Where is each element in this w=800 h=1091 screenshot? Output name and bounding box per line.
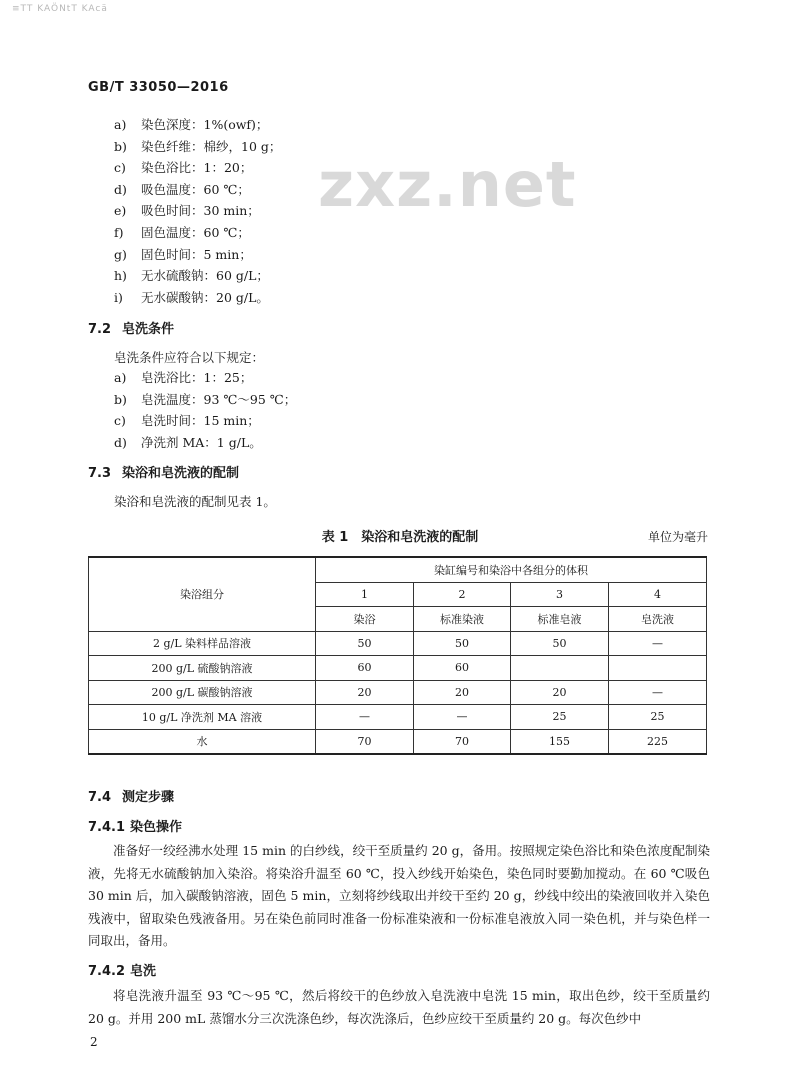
table-row-header: 染浴组分 [89, 557, 316, 631]
table-cell: 50 [316, 631, 414, 656]
table-cell: 60 [414, 656, 511, 681]
section-7-4-1-body: 准备好一绞经沸水处理 15 min 的白纱线，绞干至质量约 20 g，备用。按照规定染色浴比和染色浓度配制染液，先将无水硫酸钠加入染浴。将染浴升温至 60 ℃，投入纱线开始染色，染色同时要勤加搅动。在 60 ℃吸色 30 min 后，加入碳酸钠溶液，固色 5 min，立刻将纱线取出并绞干至约 20 g，纱线中绞出的染液回收并入染色残液中，留取染色残液备用。另在染色前同时准备一份标准染液和一份标准皂液放入同一染色机，并与染色样一同取出，备用。 [88, 843, 710, 948]
table-cell: 70 [414, 729, 511, 754]
list-item-label: d) [114, 181, 127, 197]
list-item-text: 皂洗浴比：1：25； [141, 370, 253, 385]
soaping-conditions-list [114, 367, 296, 453]
list-item-label: i) [114, 289, 123, 305]
list-item [114, 367, 296, 389]
list-item [114, 244, 281, 266]
section-number: 7.4.2 [88, 964, 126, 979]
list-item-text: 吸色时间：30 min； [141, 203, 260, 219]
table-cell: 50 [414, 631, 511, 656]
list-item-text: 皂洗温度：93 ℃～95 ℃； [141, 391, 297, 407]
section-number: 7.4.1 [88, 820, 126, 835]
table-row [89, 656, 707, 681]
table-cell: 70 [316, 729, 414, 754]
list-item-label: c) [114, 160, 126, 176]
section-number: 7.2 [88, 322, 112, 337]
table-row [89, 705, 707, 730]
section-heading-7-4 [88, 786, 174, 805]
list-item [114, 222, 281, 244]
table-column-number: 2 [414, 582, 511, 607]
list-item-text: 染色纤维：棉纱，10 g； [141, 138, 282, 154]
list-item [114, 389, 296, 411]
table-caption: 表 1 染浴和皂洗液的配制 [321, 530, 479, 545]
table-cell-component: 200 g/L 硫酸钠溶液 [89, 656, 316, 681]
list-item-text: 染色深度：1%(owf)； [141, 117, 269, 132]
table-row [89, 631, 707, 656]
table-cell: 50 [511, 631, 609, 656]
list-item [114, 287, 281, 309]
section-title: 皂洗 [130, 964, 157, 979]
table-cell-component: 水 [89, 729, 316, 754]
list-item-label: f) [114, 224, 124, 240]
list-item-label: a) [114, 370, 127, 385]
list-item-text: 固色温度：60 ℃； [141, 224, 250, 240]
section-title: 测定步骤 [122, 790, 175, 805]
table-cell-component: 10 g/L 净洗剂 MA 溶液 [89, 705, 316, 730]
table-row [89, 729, 707, 754]
list-item [114, 157, 281, 179]
standard-code: GB/T 33050—2016 [88, 80, 229, 95]
section-7-3-intro: 染浴和皂洗液的配制见表 1。 [114, 494, 276, 509]
list-item-label: g) [114, 246, 127, 262]
table-cell: 25 [609, 705, 707, 730]
table-column-number: 1 [316, 582, 414, 607]
list-item [114, 200, 281, 222]
list-item-text: 皂洗时间：15 min； [141, 413, 260, 429]
table-unit: 单位为毫升 [647, 530, 708, 544]
dye-conditions-list [114, 114, 281, 308]
list-item-label: b) [114, 391, 127, 407]
table-group-header: 染缸编号和染浴中各组分的体积 [316, 557, 707, 582]
list-item-text: 固色时间：5 min； [141, 246, 252, 262]
table-cell-component: 200 g/L 碳酸钠溶液 [89, 680, 316, 705]
header-scan-mark: ≡TT KAÖNtT KAcä [12, 4, 108, 14]
list-item-text: 染色浴比：1：20； [141, 160, 253, 176]
list-item [114, 136, 281, 158]
table-column-name: 标准皂液 [511, 607, 609, 632]
table-cell-component: 2 g/L 染料样品溶液 [89, 631, 316, 656]
list-item-label: a) [114, 117, 127, 132]
table-cell: 155 [511, 729, 609, 754]
table-column-name: 标准染液 [414, 607, 511, 632]
list-item [114, 114, 281, 136]
list-item-label: b) [114, 138, 127, 154]
section-heading-7-2 [88, 318, 174, 337]
section-7-4-2-body: 将皂洗液升温至 93 ℃～95 ℃，然后将绞干的色纱放入皂洗液中皂洗 15 min，取出色纱，绞干至质量约 20 g。并用 200 mL 蒸馏水分三次洗涤色纱，每次洗涤后，色纱应绞干至质量约 20 g。每次色纱中 [88, 988, 710, 1026]
watermark: zxz.net [318, 148, 577, 221]
list-item-text: 无水碳酸钠：20 g/L。 [141, 289, 269, 305]
table-column-number: 3 [511, 582, 609, 607]
list-item-label: d) [114, 434, 127, 450]
table-cell [511, 656, 609, 681]
list-item [114, 410, 296, 432]
table-column-name: 染浴 [316, 607, 414, 632]
section-number: 7.4 [88, 790, 112, 805]
dye-bath-table [88, 556, 707, 755]
table-cell: 20 [316, 680, 414, 705]
list-item-text: 吸色温度：60 ℃； [141, 181, 250, 197]
table-cell: 20 [511, 680, 609, 705]
section-number: 7.3 [88, 466, 112, 481]
list-item-text: 净洗剂 MA：1 g/L。 [141, 434, 262, 450]
section-heading-7-4-2 [88, 960, 156, 979]
list-item [114, 432, 296, 454]
table-cell: 20 [414, 680, 511, 705]
section-heading-7-3 [88, 462, 239, 481]
section-title: 染色操作 [130, 820, 183, 835]
section-title: 皂洗条件 [122, 322, 175, 337]
section-heading-7-4-1 [88, 816, 182, 835]
table-cell [609, 656, 707, 681]
list-item-label: c) [114, 413, 126, 429]
table-cell: — [316, 705, 414, 730]
table-column-number: 4 [609, 582, 707, 607]
table-cell: — [609, 680, 707, 705]
list-item [114, 179, 281, 201]
table-cell: — [414, 705, 511, 730]
table-cell: 25 [511, 705, 609, 730]
section-7-2-intro: 皂洗条件应符合以下规定： [114, 350, 265, 365]
table-cell: 60 [316, 656, 414, 681]
table-row [89, 680, 707, 705]
table-column-name: 皂洗液 [609, 607, 707, 632]
list-item-label: h) [114, 268, 127, 284]
list-item-text: 无水硫酸钠：60 g/L； [141, 268, 269, 284]
list-item [114, 265, 281, 287]
page-number: 2 [90, 1035, 98, 1049]
table-header-row [89, 557, 707, 582]
table-cell: 225 [609, 729, 707, 754]
section-title: 染浴和皂洗液的配制 [122, 466, 240, 481]
table-cell: — [609, 631, 707, 656]
list-item-label: e) [114, 203, 127, 219]
